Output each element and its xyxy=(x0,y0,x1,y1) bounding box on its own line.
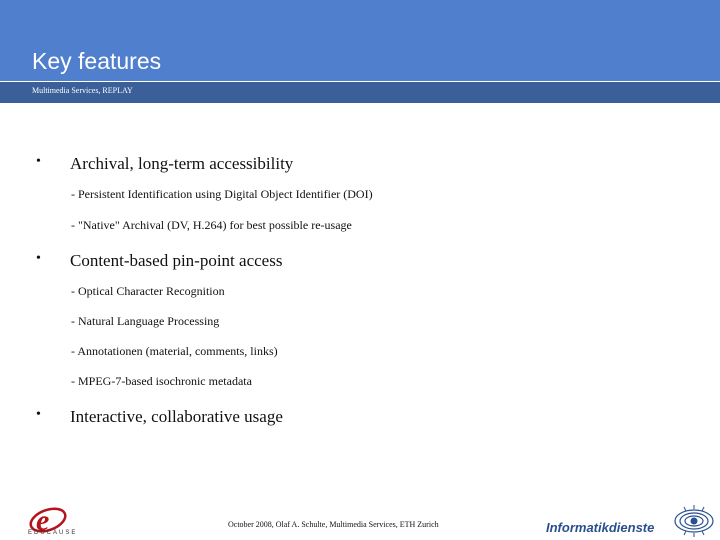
subheader-bar xyxy=(0,81,720,103)
sub-item: - "Native" Archival (DV, H.264) for best possible re-usage xyxy=(71,218,352,232)
footer-text: October 2008, Olaf A. Schulte, Multimedia Services, ETH Zurich xyxy=(228,520,439,529)
informatikdienste-logo-text: Informatikdienste xyxy=(546,520,655,535)
slide-title: Key features xyxy=(32,48,162,74)
bullet-dot: • xyxy=(36,251,41,266)
bullet-dot: • xyxy=(36,154,41,169)
bullet-text: Content-based pin-point access xyxy=(70,251,283,270)
sub-item: - Annotationen (material, comments, links) xyxy=(71,344,278,358)
eth-eye-icon xyxy=(673,503,715,539)
slide-subtitle: Multimedia Services, REPLAY xyxy=(32,86,133,95)
bullet-text: Interactive, collaborative usage xyxy=(70,407,283,426)
sub-item: - Persistent Identification using Digital Object Identifier (DOI) xyxy=(71,187,373,201)
header-bar xyxy=(0,0,720,81)
educause-logo-text: EDUCAUSE xyxy=(28,530,78,536)
bullet-text: Archival, long-term accessibility xyxy=(70,154,294,173)
sub-item: - MPEG-7-based isochronic metadata xyxy=(71,374,252,388)
sub-item: - Optical Character Recognition xyxy=(71,284,225,298)
bullet-dot: • xyxy=(36,407,41,422)
svg-text:e: e xyxy=(36,504,50,537)
sub-item: - Natural Language Processing xyxy=(71,314,220,328)
